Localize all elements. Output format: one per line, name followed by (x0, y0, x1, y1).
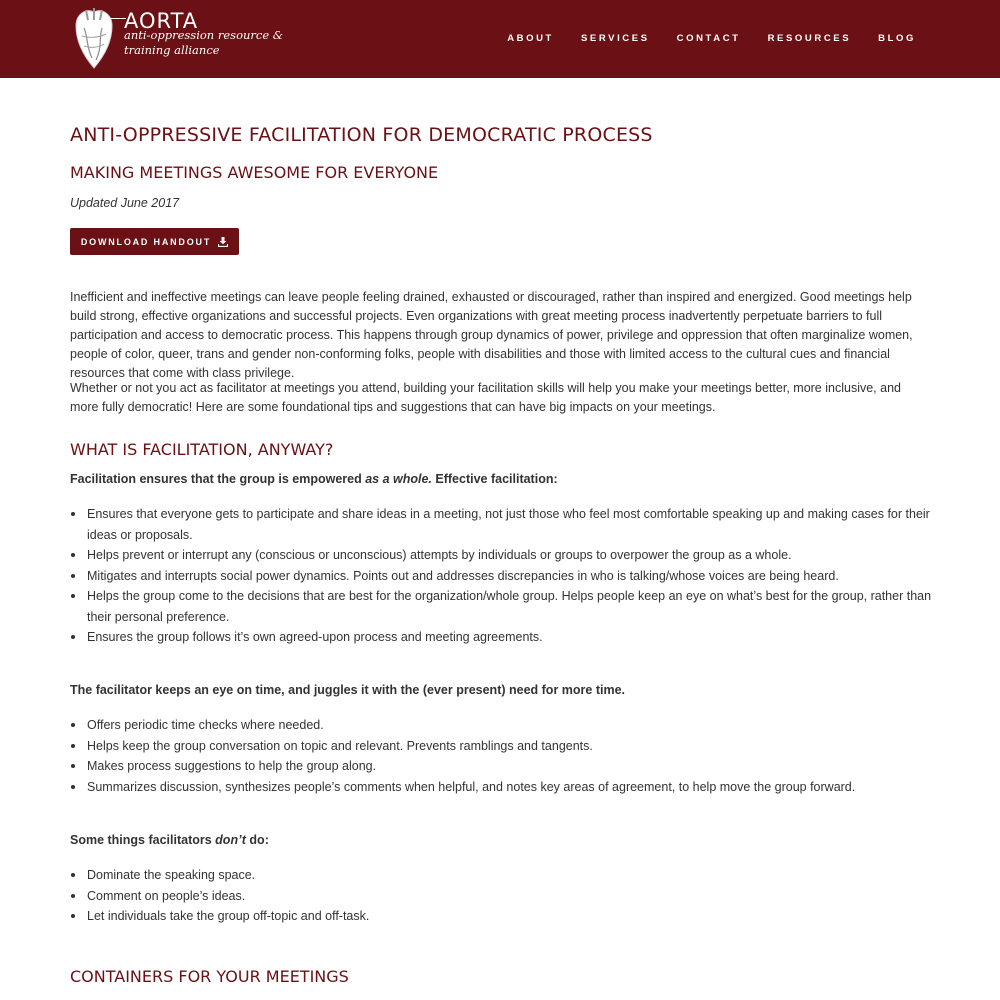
facilitation-lead-text-end: Effective facilitation: (431, 472, 558, 486)
dont-lead (70, 833, 269, 847)
intro-paragraph-1: Inefficient and ineffective meetings can leave people feeling drained, exhausted or discouraged, rather than inspired and energized. Good meetings help build strong, effective organizations and successful projects. Even organizations with great meeting process inadvertently perpetuate barriers to full participation and access to democratic process. This happens through group dynamics of power, privilege and oppression that often marginalize women, people of color, queer, trans and gender non-conforming folks, people with disabilities and those with limited access to the cultural cues and financial resources that come with class privilege. (70, 290, 913, 380)
page-title: ANTI-OPPRESSIVE FACILITATION FOR DEMOCRATIC PROCESS (70, 124, 653, 146)
list-item: Ensures the group follows it’s own agreed-upon process and meeting agreements. (70, 627, 932, 648)
list-item: Offers periodic time checks where needed. (70, 715, 932, 736)
dont-lead-text-end: do: (245, 833, 269, 847)
list-item: Ensures that everyone gets to participate and share ideas in a meeting, not just those who feel most comfortable speaking up and making cases for their ideas or proposals. (70, 504, 932, 545)
list-item: Let individuals take the group off-topic and off-task. (70, 906, 932, 927)
logo-subtitle: anti-oppression resource & training alliance (124, 28, 284, 57)
list-item: Helps the group come to the decisions that are best for the organization/whole group. Helps people keep an eye on what’s best for the group, rather than their personal preference. (70, 586, 932, 627)
dont-list (70, 865, 932, 927)
main-nav (480, 33, 916, 44)
nav-contact[interactable]: CONTACT (676, 33, 741, 44)
anatomical-heart-icon (72, 6, 116, 72)
facilitation-lead (70, 472, 558, 486)
nav-blog[interactable]: BLOG (878, 33, 916, 44)
page-subtitle: MAKING MEETINGS AWESOME FOR EVERYONE (70, 163, 439, 182)
facilitation-lead-text: Facilitation ensures that the group is empowered (70, 472, 366, 486)
download-handout-button[interactable] (70, 228, 239, 255)
list-item: Mitigates and interrupts social power dynamics. Points out and addresses discrepancies in who is talking/whose voices are being heard. (70, 566, 932, 587)
download-icon (218, 237, 228, 247)
dont-lead-emphasis: don’t (215, 833, 246, 847)
updated-date: Updated June 2017 (70, 196, 180, 210)
nav-services[interactable]: SERVICES (580, 33, 650, 44)
list-item: Summarizes discussion, synthesizes people’s comments when helpful, and notes key areas of agreement, to help move the group forward. (70, 777, 932, 798)
list-item: Helps keep the group conversation on topic and relevant. Prevents ramblings and tangents. (70, 736, 932, 757)
list-item: Comment on people’s ideas. (70, 886, 932, 907)
logo-connector-line (102, 18, 126, 19)
facilitation-list (70, 504, 932, 648)
intro-paragraph-2: Whether or not you act as facilitator at meetings you attend, building your facilitation skills will help you make your meetings better, more inclusive, and more fully democratic! Here are some foundational tips and suggestions that can have big impacts on your meetings. (70, 381, 901, 414)
time-lead: The facilitator keeps an eye on time, and juggles it with the (ever present) need for more time. (70, 683, 625, 697)
list-item: Helps prevent or interrupt any (conscious or unconscious) attempts by individuals or groups to overpower the group as a whole. (70, 545, 932, 566)
section-heading-facilitation: WHAT IS FACILITATION, ANYWAY? (70, 440, 334, 459)
list-item: Dominate the speaking space. (70, 865, 932, 886)
list-item: Makes process suggestions to help the group along. (70, 756, 932, 777)
nav-about[interactable]: ABOUT (507, 33, 554, 44)
download-button-label: DOWNLOAD HANDOUT (80, 236, 212, 247)
site-header (0, 0, 1000, 78)
logo-title: AORTA (124, 9, 199, 33)
site-logo[interactable] (72, 6, 302, 74)
facilitation-lead-emphasis: as a whole. (365, 472, 432, 486)
nav-resources[interactable]: RESOURCES (767, 33, 852, 44)
dont-lead-text: Some things facilitators (70, 833, 216, 847)
section-heading-containers: CONTAINERS FOR YOUR MEETINGS (70, 967, 349, 986)
time-list (70, 715, 932, 797)
